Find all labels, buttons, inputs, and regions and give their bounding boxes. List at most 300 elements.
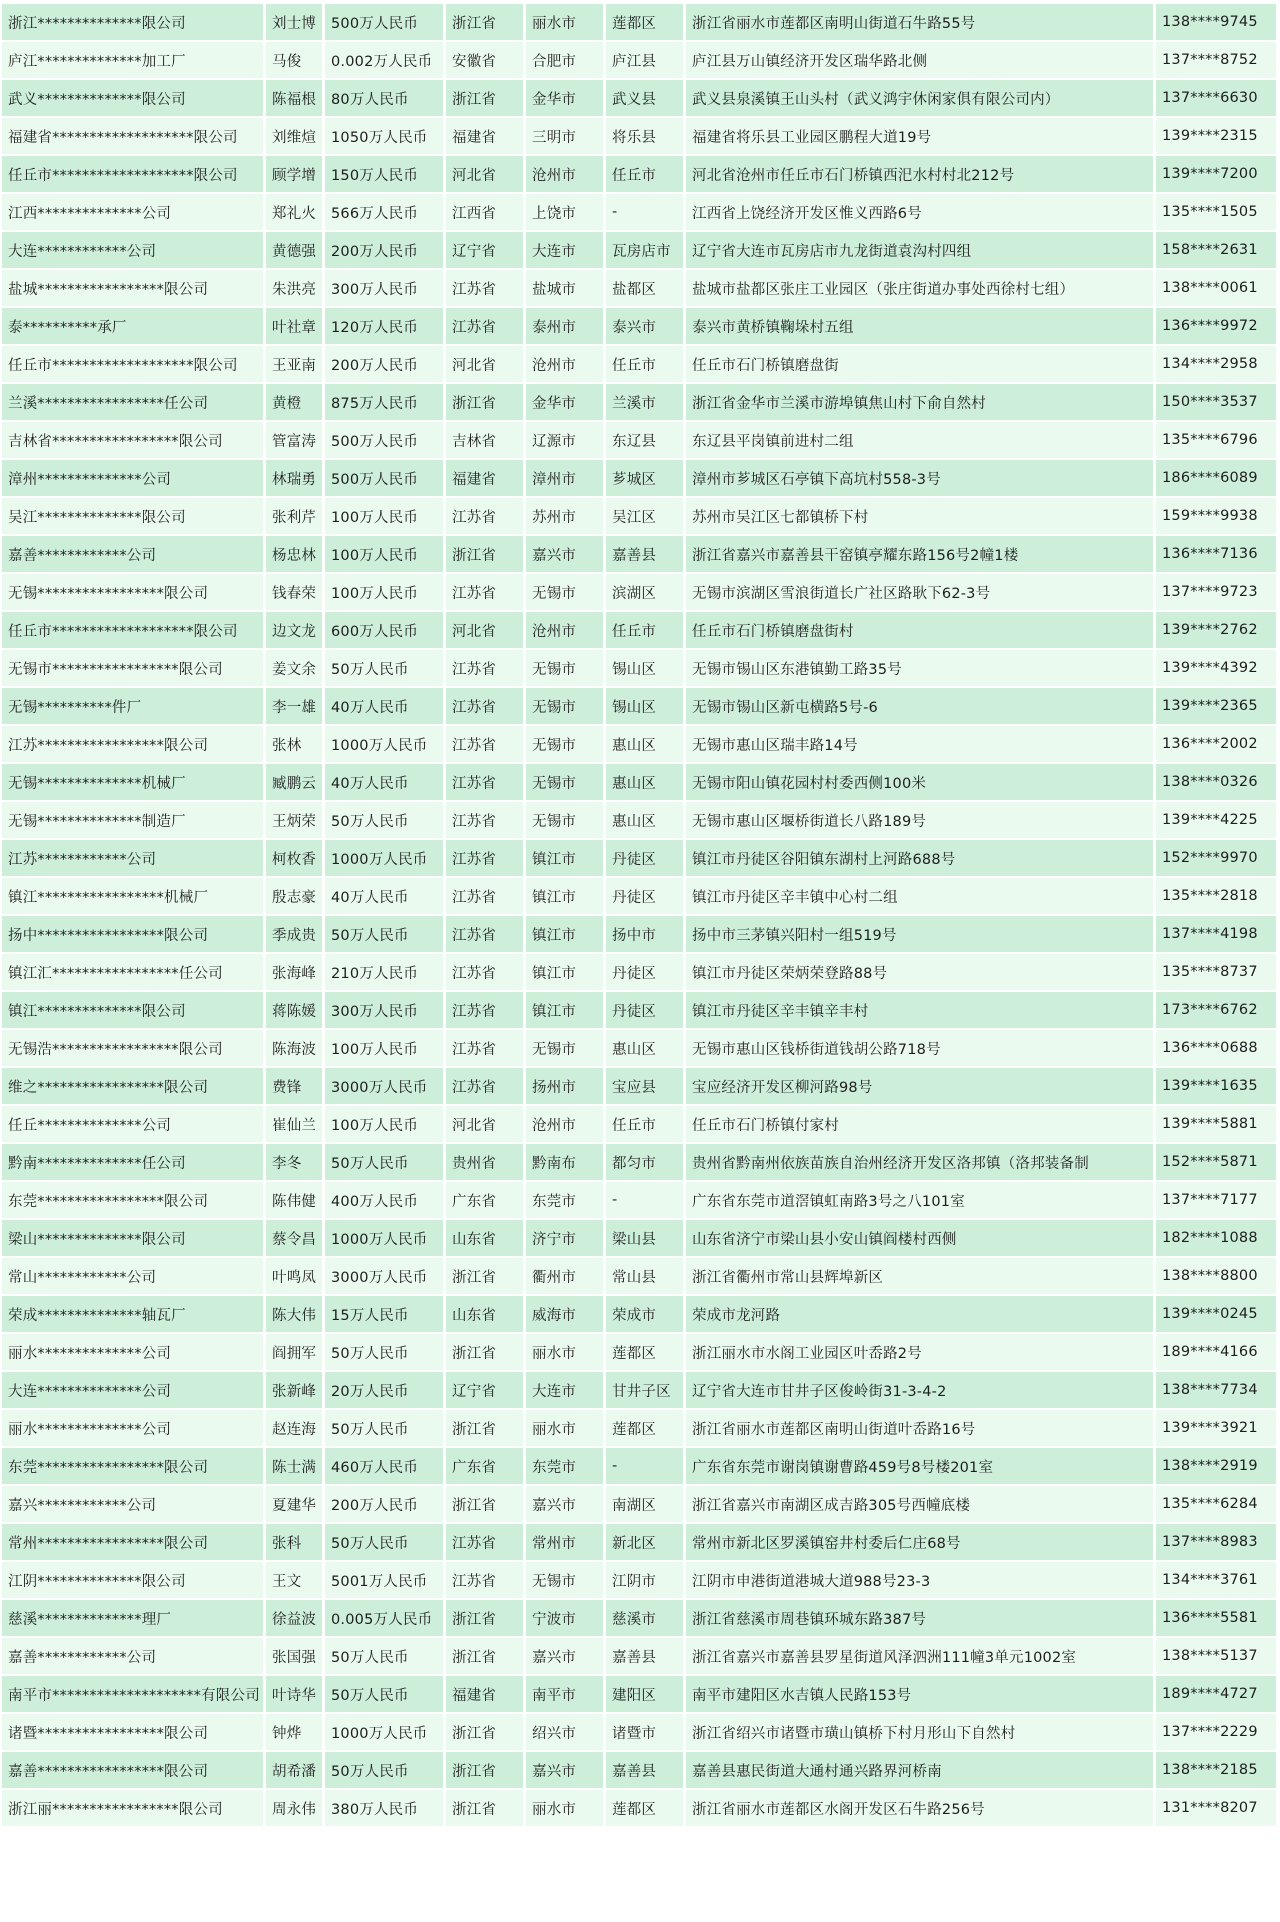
registered-capital-cell: 5001万人民币: [325, 1562, 443, 1598]
province-cell: 浙江省: [446, 1334, 523, 1370]
registered-capital-cell: 50万人民币: [325, 1144, 443, 1180]
province-cell: 江苏省: [446, 764, 523, 800]
phone-cell: 139****2365: [1156, 688, 1276, 724]
registered-capital-cell: 3000万人民币: [325, 1258, 443, 1294]
province-cell: 安徽省: [446, 42, 523, 78]
province-cell: 浙江省: [446, 1790, 523, 1826]
table-row: [2, 308, 1276, 344]
table-row: [2, 1144, 1276, 1180]
phone-cell: 136****9972: [1156, 308, 1276, 344]
legal-rep-cell: 阎拥军: [266, 1334, 322, 1370]
phone-cell: 137****9723: [1156, 574, 1276, 610]
address-cell: 浙江省金华市兰溪市游埠镇焦山村下俞自然村: [686, 384, 1153, 420]
table-row: [2, 1220, 1276, 1256]
city-cell: 镇江市: [526, 916, 603, 952]
legal-rep-cell: 叶社章: [266, 308, 322, 344]
registered-capital-cell: 120万人民币: [325, 308, 443, 344]
registered-capital-cell: 1050万人民币: [325, 118, 443, 154]
legal-rep-cell: 柯枚香: [266, 840, 322, 876]
district-cell: 江阴市: [606, 1562, 683, 1598]
city-cell: 漳州市: [526, 460, 603, 496]
city-cell: 沧州市: [526, 612, 603, 648]
district-cell: 嘉善县: [606, 536, 683, 572]
company-name-cell: 福建省*******************限公司: [2, 118, 263, 154]
province-cell: 浙江省: [446, 536, 523, 572]
city-cell: 辽源市: [526, 422, 603, 458]
table-row: [2, 1068, 1276, 1104]
registered-capital-cell: 210万人民币: [325, 954, 443, 990]
phone-cell: 134****2958: [1156, 346, 1276, 382]
city-cell: 丽水市: [526, 4, 603, 40]
registered-capital-cell: 100万人民币: [325, 498, 443, 534]
phone-cell: 159****9938: [1156, 498, 1276, 534]
legal-rep-cell: 张利芹: [266, 498, 322, 534]
province-cell: 浙江省: [446, 1752, 523, 1788]
district-cell: 宝应县: [606, 1068, 683, 1104]
registered-capital-cell: 566万人民币: [325, 194, 443, 230]
legal-rep-cell: 张林: [266, 726, 322, 762]
table-row: [2, 194, 1276, 230]
province-cell: 江苏省: [446, 916, 523, 952]
province-cell: 浙江省: [446, 1486, 523, 1522]
legal-rep-cell: 李冬: [266, 1144, 322, 1180]
city-cell: 嘉兴市: [526, 536, 603, 572]
district-cell: 锡山区: [606, 650, 683, 686]
legal-rep-cell: 张科: [266, 1524, 322, 1560]
company-name-cell: 浙江丽*****************限公司: [2, 1790, 263, 1826]
province-cell: 江西省: [446, 194, 523, 230]
city-cell: 济宁市: [526, 1220, 603, 1256]
city-cell: 大连市: [526, 1372, 603, 1408]
district-cell: -: [606, 1448, 683, 1484]
registered-capital-cell: 100万人民币: [325, 1106, 443, 1142]
district-cell: 惠山区: [606, 726, 683, 762]
legal-rep-cell: 赵连海: [266, 1410, 322, 1446]
district-cell: 盐都区: [606, 270, 683, 306]
company-name-cell: 嘉善*****************限公司: [2, 1752, 263, 1788]
address-cell: 山东省济宁市梁山县小安山镇阎楼村西侧: [686, 1220, 1153, 1256]
registered-capital-cell: 50万人民币: [325, 802, 443, 838]
legal-rep-cell: 徐益波: [266, 1600, 322, 1636]
address-cell: 辽宁省大连市甘井子区俊岭街31-3-4-2: [686, 1372, 1153, 1408]
city-cell: 宁波市: [526, 1600, 603, 1636]
phone-cell: 136****7136: [1156, 536, 1276, 572]
district-cell: 泰兴市: [606, 308, 683, 344]
phone-cell: 137****2229: [1156, 1714, 1276, 1750]
legal-rep-cell: 陈海波: [266, 1030, 322, 1066]
company-table-body: [2, 4, 1276, 1826]
table-row: [2, 1714, 1276, 1750]
district-cell: 武义县: [606, 80, 683, 116]
legal-rep-cell: 顾学增: [266, 156, 322, 192]
address-cell: 浙江省丽水市莲都区南明山街道叶岙路16号: [686, 1410, 1153, 1446]
address-cell: 江西省上饶经济开发区惟义西路6号: [686, 194, 1153, 230]
registered-capital-cell: 500万人民币: [325, 460, 443, 496]
province-cell: 江苏省: [446, 1068, 523, 1104]
company-name-cell: 吴江**************限公司: [2, 498, 263, 534]
legal-rep-cell: 周永伟: [266, 1790, 322, 1826]
address-cell: 浙江省丽水市莲都区水阁开发区石牛路256号: [686, 1790, 1153, 1826]
table-row: [2, 1790, 1276, 1826]
company-name-cell: 泰**********承厂: [2, 308, 263, 344]
phone-cell: 139****3921: [1156, 1410, 1276, 1446]
district-cell: 滨湖区: [606, 574, 683, 610]
company-name-cell: 扬中*****************限公司: [2, 916, 263, 952]
registered-capital-cell: 875万人民币: [325, 384, 443, 420]
registered-capital-cell: 500万人民币: [325, 4, 443, 40]
city-cell: 镇江市: [526, 992, 603, 1028]
district-cell: 梁山县: [606, 1220, 683, 1256]
legal-rep-cell: 季成贵: [266, 916, 322, 952]
company-name-cell: 江阴**************限公司: [2, 1562, 263, 1598]
city-cell: 金华市: [526, 384, 603, 420]
company-name-cell: 任丘市*******************限公司: [2, 612, 263, 648]
company-name-cell: 大连************公司: [2, 232, 263, 268]
table-row: [2, 954, 1276, 990]
legal-rep-cell: 陈士满: [266, 1448, 322, 1484]
phone-cell: 138****5137: [1156, 1638, 1276, 1674]
province-cell: 浙江省: [446, 1410, 523, 1446]
phone-cell: 136****2002: [1156, 726, 1276, 762]
phone-cell: 139****4392: [1156, 650, 1276, 686]
table-row: [2, 1410, 1276, 1446]
address-cell: 浙江省丽水市莲都区南明山街道石牛路55号: [686, 4, 1153, 40]
registered-capital-cell: 200万人民币: [325, 232, 443, 268]
district-cell: 丹徒区: [606, 954, 683, 990]
registered-capital-cell: 3000万人民币: [325, 1068, 443, 1104]
legal-rep-cell: 王炳荣: [266, 802, 322, 838]
company-name-cell: 任丘市*******************限公司: [2, 156, 263, 192]
company-name-cell: 浙江**************限公司: [2, 4, 263, 40]
city-cell: 镇江市: [526, 840, 603, 876]
company-name-cell: 无锡浩*****************限公司: [2, 1030, 263, 1066]
table-row: [2, 1448, 1276, 1484]
phone-cell: 139****1635: [1156, 1068, 1276, 1104]
city-cell: 无锡市: [526, 574, 603, 610]
registered-capital-cell: 0.005万人民币: [325, 1600, 443, 1636]
city-cell: 泰州市: [526, 308, 603, 344]
company-name-cell: 丽水**************公司: [2, 1334, 263, 1370]
phone-cell: 173****6762: [1156, 992, 1276, 1028]
phone-cell: 136****0688: [1156, 1030, 1276, 1066]
company-name-cell: 吉林省*****************限公司: [2, 422, 263, 458]
registered-capital-cell: 40万人民币: [325, 764, 443, 800]
province-cell: 浙江省: [446, 4, 523, 40]
phone-cell: 186****6089: [1156, 460, 1276, 496]
registered-capital-cell: 1000万人民币: [325, 1220, 443, 1256]
table-row: [2, 764, 1276, 800]
province-cell: 浙江省: [446, 1714, 523, 1750]
legal-rep-cell: 张国强: [266, 1638, 322, 1674]
phone-cell: 137****8983: [1156, 1524, 1276, 1560]
phone-cell: 138****8800: [1156, 1258, 1276, 1294]
legal-rep-cell: 朱洪亮: [266, 270, 322, 306]
company-name-cell: 任丘**************公司: [2, 1106, 263, 1142]
company-name-cell: 荣成**************轴瓦厂: [2, 1296, 263, 1332]
city-cell: 东莞市: [526, 1448, 603, 1484]
registered-capital-cell: 80万人民币: [325, 80, 443, 116]
address-cell: 无锡市惠山区瑞丰路14号: [686, 726, 1153, 762]
registered-capital-cell: 200万人民币: [325, 346, 443, 382]
city-cell: 无锡市: [526, 1030, 603, 1066]
city-cell: 上饶市: [526, 194, 603, 230]
address-cell: 无锡市惠山区堰桥街道长八路189号: [686, 802, 1153, 838]
phone-cell: 135****1505: [1156, 194, 1276, 230]
province-cell: 浙江省: [446, 384, 523, 420]
city-cell: 绍兴市: [526, 1714, 603, 1750]
province-cell: 江苏省: [446, 840, 523, 876]
district-cell: 丹徒区: [606, 840, 683, 876]
legal-rep-cell: 杨忠林: [266, 536, 322, 572]
city-cell: 无锡市: [526, 802, 603, 838]
legal-rep-cell: 郑礼火: [266, 194, 322, 230]
company-table: [0, 2, 1279, 1828]
address-cell: 贵州省黔南州依族苗族自治州经济开发区洛邦镇（洛邦装备制: [686, 1144, 1153, 1180]
registered-capital-cell: 50万人民币: [325, 1752, 443, 1788]
province-cell: 江苏省: [446, 308, 523, 344]
phone-cell: 138****0326: [1156, 764, 1276, 800]
city-cell: 丽水市: [526, 1790, 603, 1826]
province-cell: 江苏省: [446, 1524, 523, 1560]
district-cell: 建阳区: [606, 1676, 683, 1712]
phone-cell: 189****4166: [1156, 1334, 1276, 1370]
district-cell: 嘉善县: [606, 1638, 683, 1674]
city-cell: 嘉兴市: [526, 1638, 603, 1674]
table-row: [2, 1106, 1276, 1142]
address-cell: 河北省沧州市任丘市石门桥镇西汜水村村北212号: [686, 156, 1153, 192]
registered-capital-cell: 600万人民币: [325, 612, 443, 648]
address-cell: 庐江县万山镇经济开发区瑞华路北侧: [686, 42, 1153, 78]
registered-capital-cell: 50万人民币: [325, 1334, 443, 1370]
table-row: [2, 916, 1276, 952]
city-cell: 苏州市: [526, 498, 603, 534]
table-row: [2, 1334, 1276, 1370]
city-cell: 无锡市: [526, 1562, 603, 1598]
company-name-cell: 慈溪**************理厂: [2, 1600, 263, 1636]
legal-rep-cell: 林瑞勇: [266, 460, 322, 496]
registered-capital-cell: 0.002万人民币: [325, 42, 443, 78]
district-cell: 锡山区: [606, 688, 683, 724]
district-cell: 兰溪市: [606, 384, 683, 420]
city-cell: 扬州市: [526, 1068, 603, 1104]
city-cell: 黔南布: [526, 1144, 603, 1180]
company-name-cell: 镇江*****************机械厂: [2, 878, 263, 914]
province-cell: 河北省: [446, 346, 523, 382]
address-cell: 浙江省绍兴市诸暨市璜山镇桥下村月形山下自然村: [686, 1714, 1153, 1750]
company-name-cell: 嘉善************公司: [2, 1638, 263, 1674]
phone-cell: 139****7200: [1156, 156, 1276, 192]
province-cell: 广东省: [446, 1448, 523, 1484]
province-cell: 江苏省: [446, 726, 523, 762]
table-row: [2, 1030, 1276, 1066]
company-name-cell: 盐城*****************限公司: [2, 270, 263, 306]
phone-cell: 139****4225: [1156, 802, 1276, 838]
phone-cell: 138****9745: [1156, 4, 1276, 40]
legal-rep-cell: 王文: [266, 1562, 322, 1598]
company-name-cell: 江西**************公司: [2, 194, 263, 230]
district-cell: 任丘市: [606, 1106, 683, 1142]
table-row: [2, 498, 1276, 534]
phone-cell: 137****7177: [1156, 1182, 1276, 1218]
province-cell: 浙江省: [446, 80, 523, 116]
legal-rep-cell: 叶鸣凤: [266, 1258, 322, 1294]
address-cell: 浙江省慈溪市周巷镇环城东路387号: [686, 1600, 1153, 1636]
registered-capital-cell: 150万人民币: [325, 156, 443, 192]
address-cell: 无锡市阳山镇花园村村委西侧100米: [686, 764, 1153, 800]
district-cell: 惠山区: [606, 1030, 683, 1066]
phone-cell: 138****2185: [1156, 1752, 1276, 1788]
city-cell: 嘉兴市: [526, 1752, 603, 1788]
company-name-cell: 镇江**************限公司: [2, 992, 263, 1028]
phone-cell: 150****3537: [1156, 384, 1276, 420]
address-cell: 任丘市石门桥镇付家村: [686, 1106, 1153, 1142]
city-cell: 三明市: [526, 118, 603, 154]
table-row: [2, 840, 1276, 876]
province-cell: 福建省: [446, 118, 523, 154]
phone-cell: 137****6630: [1156, 80, 1276, 116]
phone-cell: 189****4727: [1156, 1676, 1276, 1712]
phone-cell: 137****4198: [1156, 916, 1276, 952]
city-cell: 镇江市: [526, 954, 603, 990]
address-cell: 福建省将乐县工业园区鹏程大道19号: [686, 118, 1153, 154]
address-cell: 任丘市石门桥镇磨盘街: [686, 346, 1153, 382]
table-row: [2, 726, 1276, 762]
district-cell: 惠山区: [606, 764, 683, 800]
district-cell: 任丘市: [606, 346, 683, 382]
legal-rep-cell: 黄德强: [266, 232, 322, 268]
table-row: [2, 688, 1276, 724]
table-row: [2, 612, 1276, 648]
registered-capital-cell: 300万人民币: [325, 270, 443, 306]
address-cell: 荣成市龙河路: [686, 1296, 1153, 1332]
district-cell: -: [606, 194, 683, 230]
address-cell: 无锡市锡山区东港镇勤工路35号: [686, 650, 1153, 686]
table-row: [2, 270, 1276, 306]
address-cell: 浙江省嘉兴市嘉善县罗星街道风泽泗洲111幢3单元1002室: [686, 1638, 1153, 1674]
company-name-cell: 武义**************限公司: [2, 80, 263, 116]
city-cell: 常州市: [526, 1524, 603, 1560]
district-cell: 甘井子区: [606, 1372, 683, 1408]
address-cell: 浙江省衢州市常山县辉埠新区: [686, 1258, 1153, 1294]
phone-cell: 182****1088: [1156, 1220, 1276, 1256]
province-cell: 河北省: [446, 612, 523, 648]
address-cell: 镇江市丹徒区谷阳镇东湖村上河路688号: [686, 840, 1153, 876]
company-name-cell: 诸暨*****************限公司: [2, 1714, 263, 1750]
province-cell: 江苏省: [446, 954, 523, 990]
registered-capital-cell: 40万人民币: [325, 688, 443, 724]
address-cell: 江阴市申港街道港城大道988号23-3: [686, 1562, 1153, 1598]
province-cell: 江苏省: [446, 498, 523, 534]
district-cell: 荣成市: [606, 1296, 683, 1332]
legal-rep-cell: 殷志豪: [266, 878, 322, 914]
province-cell: 浙江省: [446, 1638, 523, 1674]
registered-capital-cell: 40万人民币: [325, 878, 443, 914]
phone-cell: 135****2818: [1156, 878, 1276, 914]
province-cell: 辽宁省: [446, 1372, 523, 1408]
legal-rep-cell: 姜文余: [266, 650, 322, 686]
company-list-page: [0, 2, 1280, 1922]
phone-cell: 138****2919: [1156, 1448, 1276, 1484]
registered-capital-cell: 50万人民币: [325, 1524, 443, 1560]
city-cell: 丽水市: [526, 1410, 603, 1446]
province-cell: 河北省: [446, 156, 523, 192]
company-name-cell: 无锡*****************限公司: [2, 574, 263, 610]
registered-capital-cell: 100万人民币: [325, 574, 443, 610]
legal-rep-cell: 钟烨: [266, 1714, 322, 1750]
city-cell: 东莞市: [526, 1182, 603, 1218]
company-name-cell: 嘉兴************公司: [2, 1486, 263, 1522]
district-cell: -: [606, 1182, 683, 1218]
legal-rep-cell: 管富涛: [266, 422, 322, 458]
registered-capital-cell: 15万人民币: [325, 1296, 443, 1332]
registered-capital-cell: 1000万人民币: [325, 1714, 443, 1750]
province-cell: 江苏省: [446, 574, 523, 610]
registered-capital-cell: 1000万人民币: [325, 726, 443, 762]
company-name-cell: 任丘市*******************限公司: [2, 346, 263, 382]
city-cell: 合肥市: [526, 42, 603, 78]
address-cell: 南平市建阳区水吉镇人民路153号: [686, 1676, 1153, 1712]
table-row: [2, 4, 1276, 40]
district-cell: 任丘市: [606, 156, 683, 192]
registered-capital-cell: 100万人民币: [325, 536, 443, 572]
legal-rep-cell: 黄橙: [266, 384, 322, 420]
phone-cell: 135****8737: [1156, 954, 1276, 990]
table-row: [2, 42, 1276, 78]
city-cell: 丽水市: [526, 1334, 603, 1370]
province-cell: 浙江省: [446, 1258, 523, 1294]
registered-capital-cell: 300万人民币: [325, 992, 443, 1028]
registered-capital-cell: 50万人民币: [325, 1676, 443, 1712]
district-cell: 扬中市: [606, 916, 683, 952]
district-cell: 诸暨市: [606, 1714, 683, 1750]
table-row: [2, 1524, 1276, 1560]
company-name-cell: 江苏*****************限公司: [2, 726, 263, 762]
legal-rep-cell: 陈伟健: [266, 1182, 322, 1218]
province-cell: 山东省: [446, 1296, 523, 1332]
registered-capital-cell: 50万人民币: [325, 650, 443, 686]
address-cell: 漳州市芗城区石亭镇下高坑村558-3号: [686, 460, 1153, 496]
province-cell: 浙江省: [446, 1600, 523, 1636]
district-cell: 任丘市: [606, 612, 683, 648]
province-cell: 福建省: [446, 1676, 523, 1712]
registered-capital-cell: 460万人民币: [325, 1448, 443, 1484]
address-cell: 辽宁省大连市瓦房店市九龙街道袁沟村四组: [686, 232, 1153, 268]
company-name-cell: 丽水**************公司: [2, 1410, 263, 1446]
table-row: [2, 536, 1276, 572]
province-cell: 广东省: [446, 1182, 523, 1218]
legal-rep-cell: 费锋: [266, 1068, 322, 1104]
legal-rep-cell: 蔡令昌: [266, 1220, 322, 1256]
company-name-cell: 无锡**************制造厂: [2, 802, 263, 838]
table-row: [2, 1182, 1276, 1218]
company-name-cell: 兰溪*****************任公司: [2, 384, 263, 420]
company-name-cell: 东莞*****************限公司: [2, 1448, 263, 1484]
district-cell: 丹徒区: [606, 878, 683, 914]
phone-cell: 139****0245: [1156, 1296, 1276, 1332]
city-cell: 镇江市: [526, 878, 603, 914]
province-cell: 山东省: [446, 1220, 523, 1256]
legal-rep-cell: 胡希潘: [266, 1752, 322, 1788]
table-row: [2, 80, 1276, 116]
province-cell: 河北省: [446, 1106, 523, 1142]
table-row: [2, 422, 1276, 458]
address-cell: 嘉善县惠民街道大通村通兴路界河桥南: [686, 1752, 1153, 1788]
address-cell: 浙江丽水市水阁工业园区叶岙路2号: [686, 1334, 1153, 1370]
city-cell: 沧州市: [526, 156, 603, 192]
phone-cell: 136****5581: [1156, 1600, 1276, 1636]
company-name-cell: 常州*****************限公司: [2, 1524, 263, 1560]
district-cell: 莲都区: [606, 1410, 683, 1446]
